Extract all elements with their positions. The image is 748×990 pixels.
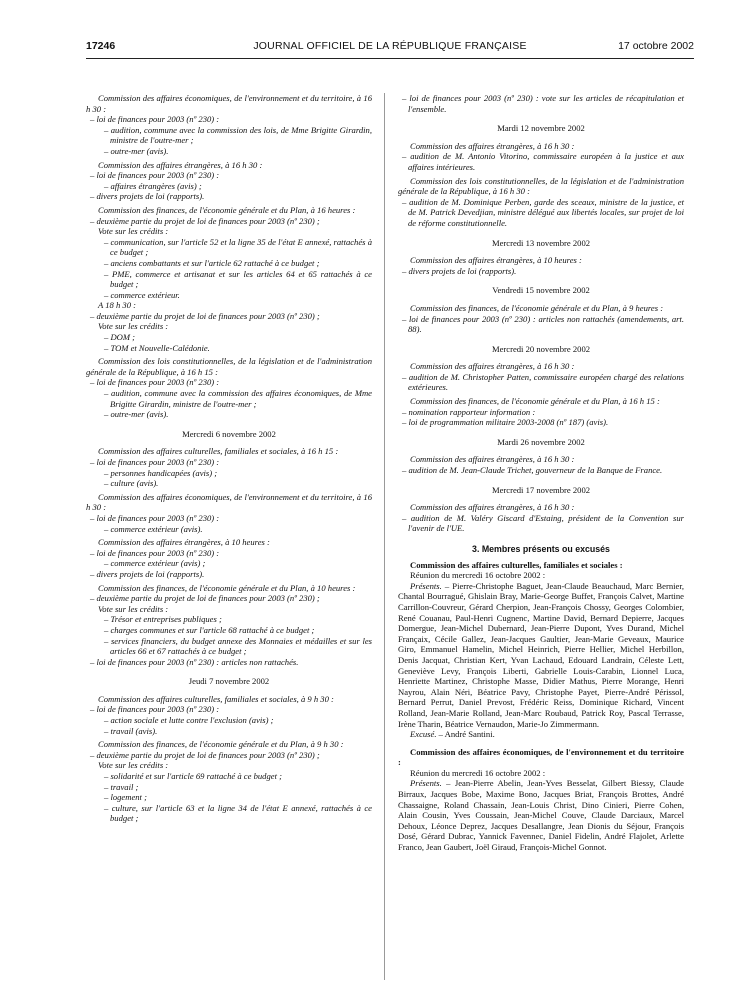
agenda-bullet: – travail ; [104, 781, 139, 792]
agenda-line: Commission des affaires étrangères, à 10 heures : [98, 537, 270, 548]
agenda-bullet: – loi de finances pour 2003 (nº 230) : [90, 547, 220, 558]
present-members: Présents. – Jean-Pierre Abelin, Jean-Yves Besselat, Gilbert Biessy, Claude Birraux, Jacques Bobe, Maxime Bono, Jacques Briat, François Brottes, André Chassaigne, Roland Chassain, Jean-Louis Christ, Dino Cinieri, Pierre Cohen, Alain Cousin, Yves Coussain, Jean-Michel Couve, Claude Darciaux, Marcel Dehoux, Léonce Deprez, Jacques Desallangre, Jean Dionis du Séjour, François Dosé, Gérard Dubrac, Yannick Favennec, Daniel Fidelin, André Flajolet, Arlette Franco, Jean Gaubert, Joël Giraud, François-Michel Gonnot. [398, 778, 684, 853]
agenda-bullet: – audition, commune avec la commission des lois, de Mme Brigitte Girardin, ministre de l'outre-mer ; [104, 124, 372, 146]
agenda-bullet: – culture, sur l'article 63 et la ligne 34 de l'état E annexé, rattachés à ce budget ; [104, 802, 372, 824]
agenda-line: Commission des affaires culturelles, familiales et sociales, à 9 h 30 : [98, 693, 334, 704]
agenda-bullet: – deuxième partie du projet de loi de finances pour 2003 (nº 230) ; [90, 593, 320, 604]
agenda-line: Commission des affaires étrangères, à 16 h 30 : [410, 502, 575, 513]
agenda-line: Vote sur les crédits : [98, 603, 169, 614]
agenda-date-heading: Vendredi 15 novembre 2002 [492, 285, 590, 296]
agenda-line: Commission des affaires étrangères, à 16 h 30 : [410, 140, 575, 151]
agenda-bullet: – loi de finances pour 2003 (nº 230) : [90, 457, 220, 467]
agenda-bullet: – services financiers, du budget annexe des Monnaies et médailles et sur les articles 66 et 67 rattachés à ce budget ; [104, 635, 372, 657]
members-section-title: 3. Membres présents ou excusés [472, 544, 610, 554]
present-label: Présents. [410, 580, 442, 591]
agenda-line: Commission des affaires économiques, de l'environnement et du territoire, à 16 h 30 : [86, 491, 372, 513]
agenda-date-heading: Jeudi 7 novembre 2002 [188, 676, 270, 687]
agenda-line: Commission des lois constitutionnelles, de la législation et de l'administration générale de la République, à 16 h 30 : [398, 175, 684, 197]
page-number: 17246 [86, 40, 116, 52]
agenda-date-heading: Mercredi 13 novembre 2002 [491, 237, 591, 248]
agenda-bullet: – commerce extérieur (avis). [104, 523, 203, 534]
agenda-bullet: – audition de M. Antonio Vitorino, commissaire européen à la justice et aux affaires intérieures. [402, 151, 684, 172]
agenda-bullet: – audition de M. Christopher Patten, commissaire européen chargé des relations extérieures. [402, 371, 684, 393]
present-list: Jean-Pierre Abelin, Jean-Yves Besselat, Gilbert Biessy, Claude Birraux, Jacques Bobe, Maxime Bono, Jacques Briat, François Brottes, André Chassaigne, Roland Chassain, Jean-Louis Christ, Dino Cinieri, Pierre Cohen, Alain Cousin, Yves Coussain, Jean-Michel Couve, Claude Darciaux, Marcel Dehoux, Léonce Deprez, Jacques Desallangre, Jean Dionis du Séjour, François Dosé, Gérard Dubrac, Yannick Favennec, Daniel Fidelin, André Flajolet, Arlette Franco, Jean Gaubert, Joël Giraud, François-Michel Gonnot. [398, 778, 684, 853]
journal-title: JOURNAL OFFICIEL DE LA RÉPUBLIQUE FRANÇAISE [253, 40, 527, 52]
agenda-date-heading: Mardi 26 novembre 2002 [497, 436, 585, 447]
agenda-line: Commission des affaires étrangères, à 10 heures : [410, 255, 582, 266]
meeting-date: Réunion du mercredi 16 octobre 2002 : [410, 767, 546, 778]
agenda-bullet: – loi de finances pour 2003 (nº 230) : [90, 704, 220, 715]
page-header [86, 40, 694, 56]
agenda-line: Vote sur les crédits : [98, 321, 169, 332]
agenda-bullet: – outre-mer (avis). [104, 145, 169, 156]
agenda-bullet: – deuxième partie du projet de loi de finances pour 2003 (nº 230) ; [90, 310, 320, 321]
agenda-bullet: – divers projets de loi (rapports). [90, 191, 205, 202]
issue-date: 17 octobre 2002 [618, 40, 694, 52]
agenda-bullet: – Trésor et entreprises publiques ; [104, 614, 222, 625]
agenda-line: Commission des finances, de l'économie générale et du Plan, à 16 h 15 : [410, 396, 660, 407]
left-column [86, 93, 372, 824]
commission-name: Commission des affaires culturelles, familiales et sociales : [410, 559, 623, 570]
agenda-bullet: – divers projets de loi (rapports). [402, 265, 517, 276]
agenda-continued [398, 93, 684, 534]
agenda-bullet: – charges communes et sur l'article 68 rattaché à ce budget ; [104, 624, 315, 635]
excused-list: André Santini. [444, 729, 495, 740]
agenda-bullet: – loi de finances pour 2003 (nº 230) : [90, 170, 220, 181]
agenda-line: Vote sur les crédits : [98, 760, 169, 771]
present-label: Présents. [410, 778, 442, 789]
agenda-bullet: – audition de M. Dominique Perben, garde des sceaux, ministre de la justice, et de M. Patrick Devedjian, ministre délégué aux libertés locales, sur projet de loi de réforme constitutionnelle. [402, 196, 684, 228]
meeting-date: Réunion du mercredi 16 octobre 2002 : [410, 570, 546, 581]
agenda-bullet: – loi de finances pour 2003 (nº 230) : vote sur les articles de récapitulation et l'ensemble. [402, 93, 684, 114]
agenda-line: Vote sur les crédits : [98, 226, 169, 237]
agenda-bullet: – affaires étrangères (avis) ; [104, 180, 202, 191]
excused-label: Excusé. [410, 729, 437, 740]
agenda-line: Commission des finances, de l'économie générale et du Plan, à 9 h 30 : [98, 739, 344, 750]
agenda-bullet: – commerce extérieur (avis) ; [104, 558, 206, 569]
agenda-line: Commission des affaires économiques, de l'environnement et du territoire, à 16 h 30 : [86, 93, 372, 114]
agenda-line: Commission des affaires étrangères, à 16 h 30 : [410, 361, 575, 372]
agenda-line: Commission des finances, de l'économie générale et du Plan, à 10 heures : [98, 582, 356, 593]
agenda-bullet: – loi de finances pour 2003 (nº 230) : articles non rattachés. [90, 656, 299, 667]
agenda-line: Commission des affaires étrangères, à 16 h 30 : [98, 159, 263, 170]
agenda-bullet: – travail (avis). [104, 725, 158, 736]
agenda-line: Commission des finances, de l'économie générale et du Plan, à 16 heures : [98, 204, 356, 215]
agenda-bullet: – loi de finances pour 2003 (nº 230) : articles non rattachés (amendements, art. 88). [402, 313, 684, 335]
agenda-bullet: – audition, commune avec la commission des affaires économiques, de Mme Brigitte Girardin, ministre de l'outre-mer ; [104, 388, 372, 409]
agenda-line: Commission des finances, de l'économie générale et du Plan, à 9 heures : [410, 302, 664, 313]
excused-members: Excusé. – André Santini. [410, 729, 495, 740]
agenda-date-heading: Mercredi 6 novembre 2002 [182, 428, 276, 439]
agenda-line: A 18 h 30 : [98, 300, 137, 311]
present-members: Présents. – Pierre-Christophe Baguet, Jean-Claude Beauchaud, Marc Bernier, Chantal Bourragué, Ghislain Bray, Marie-George Buffet, François Calvet, Martine Carrillon-Couvreur, Gérard Cherpion, Jean-François Chossy, Georges Colombier, René Couanau, Paul-Henri Cugnenc, Martine David, Bernard Depierre, Jacques Domergue, Jean-Michel Dubernard, Jean-Pierre Dupont, Yves Durand, Michel Françaix, Cécile Gallez, Jean-Jacques Gaultier, Jean-Marie Geveaux, Maurice Giro, Emmanuel Hamelin, Michel Heinrich, Pierre Hellier, Michel Herbillon, Denis Jacquat, Christian Kert, Yvan Lachaud, Edouard Landrain, Céleste Lett, Geneviève Levy, François Liberti, Gabrielle Louis-Carabin, Lionnel Luca, Henriette Martinez, Christophe Masse, Didier Mathus, Pierre Morange, Henri Nayrou, Alain Néri, Béatrice Pavy, Christophe Payet, Pierre-André Périssol, Bernard Perrut, Daniel Prevost, Frédéric Reiss, Dominique Richard, Vincent Rolland, Jean-Marie Rolland, Jean-Marc Roubaud, Patrick Roy, Pascal Terrasse, Irène Tharin, Béatrice Vernaudon, Marie-Jo Zimmermann. [398, 580, 684, 729]
agenda-bullet: – loi de finances pour 2003 (nº 230) : [90, 114, 220, 125]
agenda-bullet: – action sociale et lutte contre l'exclusion (avis) ; [104, 715, 274, 726]
header-rule [86, 58, 694, 59]
agenda-bullet: – deuxième partie du projet de loi de finances pour 2003 (nº 230) ; [90, 215, 320, 226]
agenda-bullet: – TOM et Nouvelle-Calédonie. [104, 342, 210, 353]
agenda-bullet: – deuxième partie du projet de loi de finances pour 2003 (nº 230) ; [90, 749, 320, 760]
agenda-bullet: – PME, commerce et artisanat et sur les articles 64 et 65 rattachés à ce budget ; [104, 268, 372, 290]
agenda-bullet: – nomination rapporteur information : [402, 406, 536, 417]
agenda-bullet: – loi de finances pour 2003 (nº 230) : [90, 377, 220, 388]
present-list: Pierre-Christophe Baguet, Jean-Claude Beauchaud, Marc Bernier, Chantal Bourragué, Ghislain Bray, Marie-George Buffet, François Calvet, Martine Carrillon-Couvreur, Gérard Cherpion, Jean-François Chossy, Georges Colombier, René Couanau, Paul-Henri Cugnenc, Martine David, Bernard Depierre, Jacques Domergue, Jean-Michel Dubernard, Jean-Pierre Dupont, Yves Durand, Michel Françaix, Cécile Gallez, Jean-Jacques Gaultier, Jean-Marie Geveaux, Maurice Giro, Emmanuel Hamelin, Michel Heinrich, Pierre Hellier, Michel Herbillon, Denis Jacquat, Christian Kert, Yvan Lachaud, Edouard Landrain, Céleste Lett, Geneviève Levy, François Liberti, Gabrielle Louis-Carabin, Lionnel Luca, Henriette Martinez, Christophe Masse, Didier Mathus, Pierre Morange, Henri Nayrou, Alain Néri, Béatrice Pavy, Christophe Payet, Pierre-André Périssol, Bernard Perrut, Daniel Prevost, Frédéric Reiss, Dominique Richard, Vincent Rolland, Jean-Marie Rolland, Jean-Marc Roubaud, Patrick Roy, Pascal Terrasse, Irène Tharin, Béatrice Vernaudon, Marie-Jo Zimmermann. [398, 580, 684, 729]
agenda-bullet: – DOM ; [104, 332, 136, 343]
agenda-bullet: – loi de finances pour 2003 (nº 230) : [90, 512, 220, 523]
agenda-line: Commission des affaires étrangères, à 16 h 30 : [410, 454, 575, 465]
agenda-bullet: – solidarité et sur l'article 69 rattaché à ce budget ; [104, 771, 282, 782]
commission-name: Commission des affaires économiques, de l'environnement et du territoire : [398, 746, 684, 768]
agenda-bullet: – anciens combattants et sur l'article 62 rattaché à ce budget ; [104, 257, 320, 268]
agenda-bullet: – loi de programmation militaire 2003-2008 (nº 187) (avis). [402, 417, 609, 428]
agenda-bullet: – commerce extérieur. [104, 289, 180, 300]
agenda-date-heading: Mardi 12 novembre 2002 [497, 123, 585, 134]
text-columns [86, 93, 694, 980]
agenda-bullet: – personnes handicapées (avis) ; [104, 467, 218, 478]
column-divider [384, 93, 385, 980]
agenda-line: Commission des lois constitutionnelles, de la législation et de l'administration générale de la République, à 16 h 15 : [86, 356, 372, 377]
right-column [398, 93, 684, 853]
agenda-bullet: – logement ; [104, 792, 147, 803]
agenda-bullet: – culture (avis). [104, 478, 159, 489]
agenda-date-heading: Mercredi 20 novembre 2002 [491, 343, 591, 354]
agenda-bullet: – outre-mer (avis). [104, 409, 169, 420]
agenda-date-heading: Mercredi 17 novembre 2002 [491, 484, 591, 495]
agenda-bullet: – divers projets de loi (rapports). [90, 568, 205, 579]
agenda-line: Commission des affaires culturelles, familiales et sociales, à 16 h 15 : [98, 446, 339, 457]
agenda-bullet: – audition de M. Valéry Giscard d'Estaing, président de la Convention sur l'avenir de l'UE. [402, 512, 684, 534]
agenda-bullet: – communication, sur l'article 52 et la ligne 35 de l'état E annexé, rattachés à ce budget ; [104, 236, 372, 258]
agenda-bullet: – audition de M. Jean-Claude Trichet, gouverneur de la Banque de France. [402, 465, 663, 476]
